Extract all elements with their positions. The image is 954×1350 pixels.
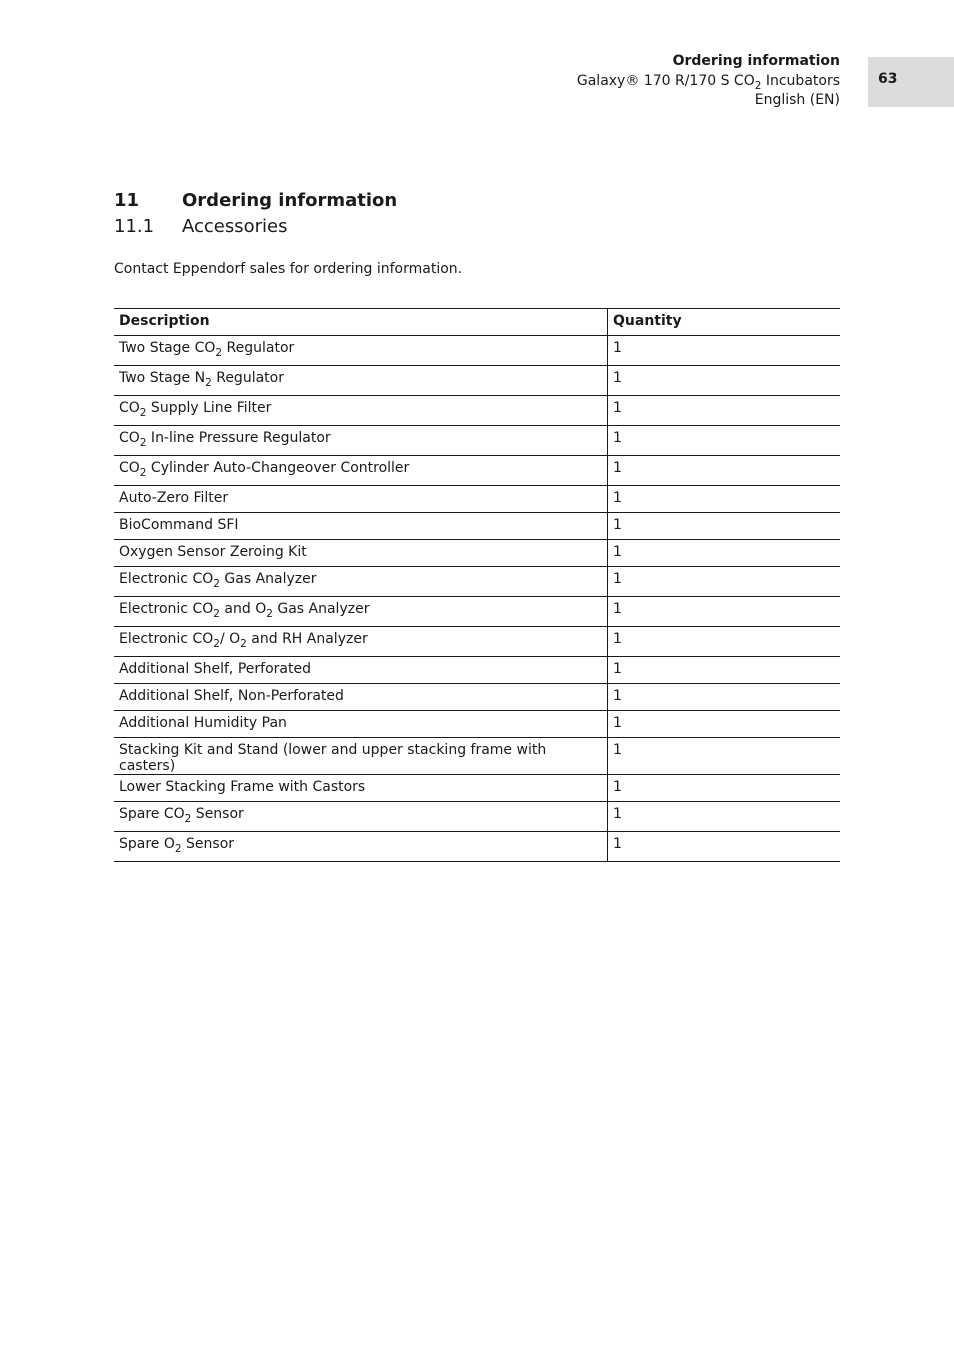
table-row (114, 366, 840, 396)
header-product-text: Galaxy® 170 R/170 S CO (576, 72, 755, 89)
subscript: 2 (139, 467, 147, 479)
table-row (114, 513, 840, 540)
subscript: 2 (213, 638, 220, 650)
intro-text: Contact Eppendorf sales for ordering information. (114, 261, 463, 277)
running-header (577, 52, 840, 111)
column-header-description: Description (114, 309, 608, 336)
chapter-number: 11 (114, 190, 140, 211)
cell-description (114, 567, 608, 597)
cell-description (114, 486, 608, 513)
cell-description (114, 627, 608, 657)
cell-quantity: 1 (608, 513, 841, 540)
chapter-title: Ordering information (182, 190, 398, 211)
section-title: Accessories (182, 216, 288, 237)
table-row (114, 657, 840, 684)
cell-description (114, 738, 608, 775)
cell-description (114, 336, 608, 366)
cell-quantity: 1 (608, 396, 841, 426)
cell-description (114, 684, 608, 711)
cell-description (114, 540, 608, 567)
description-text: CO (119, 460, 140, 476)
cell-quantity: 1 (608, 567, 841, 597)
table-row (114, 627, 840, 657)
table-row (114, 738, 840, 775)
table-row (114, 336, 840, 366)
cell-quantity: 1 (608, 684, 841, 711)
header-product (577, 72, 840, 92)
cell-description (114, 657, 608, 684)
cell-description (114, 366, 608, 396)
subscript: 2 (266, 608, 273, 620)
description-text: Additional Humidity Pan (119, 715, 287, 731)
description-text: BioCommand SFI (119, 517, 239, 533)
table-row (114, 456, 840, 486)
cell-quantity: 1 (608, 486, 841, 513)
description-text: and RH Analyzer (246, 631, 368, 647)
description-text: CO (119, 430, 140, 446)
table-row (114, 832, 840, 862)
column-header-quantity: Quantity (608, 309, 841, 336)
description-text: Two Stage N (119, 370, 206, 386)
subscript: 2 (184, 813, 192, 825)
description-text: Regulator (222, 340, 295, 356)
description-text: Electronic CO (119, 631, 214, 647)
cell-description (114, 711, 608, 738)
description-text: Auto-Zero Filter (119, 490, 229, 506)
table-row (114, 486, 840, 513)
cell-quantity: 1 (608, 657, 841, 684)
cell-quantity: 1 (608, 597, 841, 627)
description-text: Sensor (191, 806, 244, 822)
table-row (114, 684, 840, 711)
description-text: / O (219, 631, 241, 647)
table-header-row (114, 309, 840, 336)
subscript: 2 (240, 638, 247, 650)
header-product-text: Incubators (761, 72, 840, 89)
description-text: and O (219, 601, 267, 617)
description-text: Spare O (119, 836, 175, 852)
cell-quantity: 1 (608, 775, 841, 802)
description-text: Cylinder Auto-Changeover Controller (146, 460, 410, 476)
description-text: Lower Stacking Frame with Castors (119, 779, 366, 795)
description-text: Gas Analyzer (272, 601, 370, 617)
subscript: 2 (205, 377, 212, 389)
description-text: In-line Pressure Regulator (146, 430, 331, 446)
subscript: 2 (215, 347, 223, 359)
description-text: Two Stage CO (119, 340, 216, 356)
table-row (114, 711, 840, 738)
description-text: Supply Line Filter (146, 400, 272, 416)
header-title: Ordering information (672, 53, 840, 69)
cell-description (114, 802, 608, 832)
table-body (114, 336, 840, 862)
cell-description (114, 396, 608, 426)
description-text: CO (119, 400, 140, 416)
description-text: Oxygen Sensor Zeroing Kit (119, 544, 307, 560)
description-text: Regulator (211, 370, 284, 386)
description-text: Sensor (181, 836, 235, 852)
table-row (114, 426, 840, 456)
description-text: Additional Shelf, Perforated (119, 661, 311, 677)
cell-description (114, 597, 608, 627)
table-row (114, 802, 840, 832)
cell-description (114, 456, 608, 486)
table-row (114, 597, 840, 627)
description-text: Stacking Kit and Stand (lower and upper stacking frame with casters) (119, 742, 547, 774)
cell-quantity: 1 (608, 540, 841, 567)
cell-quantity: 1 (608, 366, 841, 396)
subscript: 2 (139, 407, 147, 419)
description-text: Electronic CO (119, 601, 214, 617)
cell-quantity: 1 (608, 627, 841, 657)
section-heading (114, 216, 288, 237)
cell-description (114, 513, 608, 540)
cell-description (114, 426, 608, 456)
description-text: Spare CO (119, 806, 185, 822)
subscript: 2 (754, 79, 762, 92)
cell-quantity: 1 (608, 426, 841, 456)
table-row (114, 775, 840, 802)
description-text: Additional Shelf, Non-Perforated (119, 688, 344, 704)
cell-quantity: 1 (608, 832, 841, 862)
cell-quantity: 1 (608, 711, 841, 738)
cell-description (114, 775, 608, 802)
chapter-heading (114, 190, 397, 211)
subscript: 2 (139, 437, 147, 449)
page-number: 63 (868, 57, 954, 107)
accessories-table (114, 308, 840, 862)
cell-description (114, 832, 608, 862)
header-language: English (EN) (754, 92, 840, 108)
cell-quantity: 1 (608, 738, 841, 775)
cell-quantity: 1 (608, 336, 841, 366)
subscript: 2 (213, 608, 220, 620)
description-text: Gas Analyzer (219, 571, 317, 587)
table-row (114, 396, 840, 426)
table-row (114, 540, 840, 567)
cell-quantity: 1 (608, 802, 841, 832)
subscript: 2 (174, 843, 182, 855)
subscript: 2 (213, 578, 220, 590)
section-number: 11.1 (114, 216, 155, 237)
description-text: Electronic CO (119, 571, 214, 587)
cell-quantity: 1 (608, 456, 841, 486)
table-row (114, 567, 840, 597)
